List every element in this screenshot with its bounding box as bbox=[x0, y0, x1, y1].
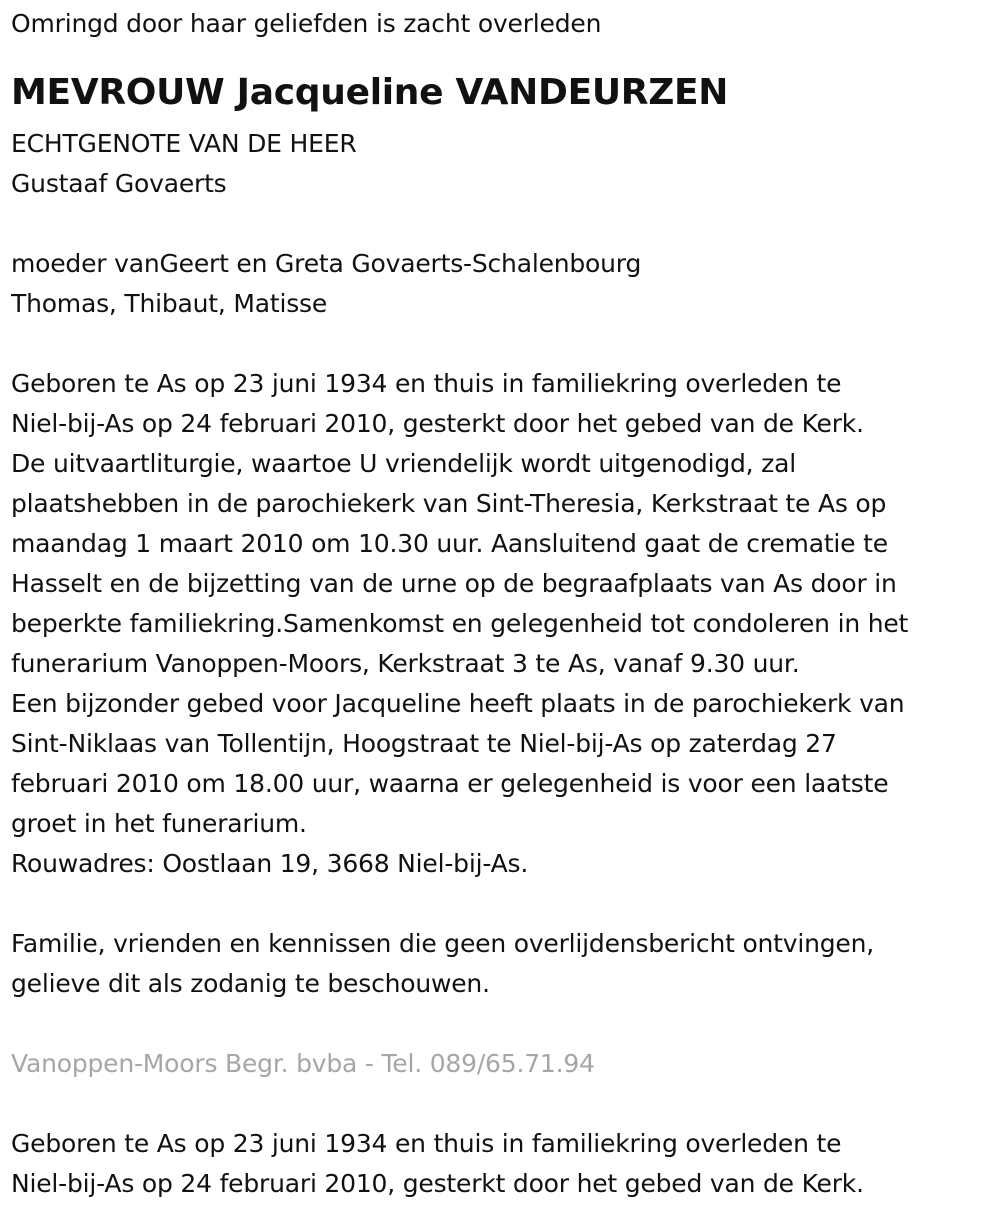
details-paragraph bbox=[11, 364, 1000, 884]
family-section bbox=[11, 244, 1000, 324]
notice-line: Familie, vrienden en kennissen die geen overlijdensbericht ontvingen, bbox=[11, 929, 875, 958]
body-line: Geboren te As op 23 juni 1934 en thuis in familiekring overleden te bbox=[11, 369, 842, 398]
spacer bbox=[11, 884, 1000, 924]
repeat-line: Geboren te As op 23 juni 1934 en thuis in familiekring overleden te bbox=[11, 1129, 842, 1158]
body-line: beperkte familiekring.Samenkomst en gelegenheid tot condoleren in het bbox=[11, 609, 909, 638]
spacer bbox=[11, 1004, 1000, 1044]
notice-line: gelieve dit als zodanig te beschouwen. bbox=[11, 969, 490, 998]
spouse-title: ECHTGENOTE VAN DE HEER bbox=[11, 129, 357, 158]
spacer bbox=[11, 1084, 1000, 1124]
body-line: funerarium Vanoppen-Moors, Kerkstraat 3 te As, vanaf 9.30 uur. bbox=[11, 649, 800, 678]
spacer bbox=[11, 324, 1000, 364]
family-line: Thomas, Thibaut, Matisse bbox=[11, 289, 328, 318]
mourning-address: Rouwadres: Oostlaan 19, 3668 Niel-bij-As. bbox=[11, 849, 529, 878]
repeat-paragraph bbox=[11, 1124, 1000, 1204]
spouse-name: Gustaaf Govaerts bbox=[11, 169, 227, 198]
body-line: Een bijzonder gebed voor Jacqueline heeft plaats in de parochiekerk van bbox=[11, 689, 905, 718]
body-line: De uitvaartliturgie, waartoe U vriendelijk wordt uitgenodigd, zal bbox=[11, 449, 796, 478]
body-line: maandag 1 maart 2010 om 10.30 uur. Aansluitend gaat de crematie te bbox=[11, 529, 888, 558]
family-line: moeder vanGeert en Greta Govaerts-Schalenbourg bbox=[11, 249, 642, 278]
deceased-name: MEVROUW Jacqueline VANDEURZEN bbox=[11, 72, 729, 113]
funeral-home-contact: Vanoppen-Moors Begr. bvba - Tel. 089/65.71.94 bbox=[11, 1049, 595, 1078]
intro-text: Omringd door haar geliefden is zacht overleden bbox=[11, 9, 602, 38]
spacer bbox=[11, 204, 1000, 244]
body-line: Niel-bij-As op 24 februari 2010, gesterkt door het gebed van de Kerk. bbox=[11, 409, 864, 438]
repeat-line: Niel-bij-As op 24 februari 2010, gesterkt door het gebed van de Kerk. bbox=[11, 1169, 864, 1198]
notice-paragraph bbox=[11, 924, 1000, 1004]
body-line: februari 2010 om 18.00 uur, waarna er gelegenheid is voor een laatste bbox=[11, 769, 889, 798]
body-line: Hasselt en de bijzetting van de urne op de begraafplaats van As door in bbox=[11, 569, 897, 598]
body-line: groet in het funerarium. bbox=[11, 809, 307, 838]
body-line: plaatshebben in de parochiekerk van Sint-Theresia, Kerkstraat te As op bbox=[11, 489, 887, 518]
body-line: Sint-Niklaas van Tollentijn, Hoogstraat te Niel-bij-As op zaterdag 27 bbox=[11, 729, 837, 758]
